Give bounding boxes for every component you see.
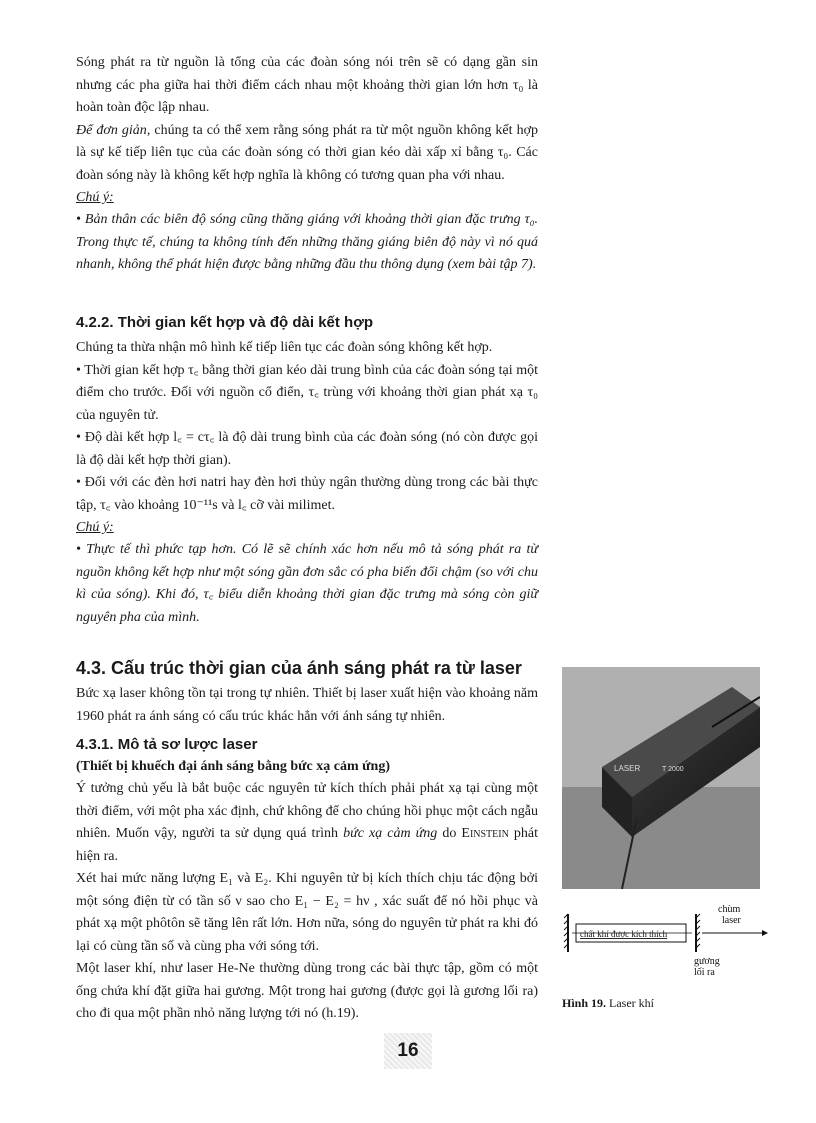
intro-block [76, 52, 538, 277]
note-2-text: • Thực tế thì phức tạp hơn. Có lẽ sẽ chính xác hơn nếu mô tả sóng phát ra từ nguồn không kết hợp như một sóng gần đơn sắc có pha biến đổi chậm (so với chu kì của sóng). Khi đó, τ꜀ biểu diễn khoảng thời gian đặc trưng mà sóng còn giữ nguyên pha của mình. [76, 542, 538, 625]
laser-diagram [562, 900, 792, 988]
laser-photo [562, 667, 760, 889]
section-4-2-2-paragraph-4: • Đối với các đèn hơi natri hay đèn hơi thủy ngân thường dùng trong các bài thực tập, τ꜀ vào khoảng 10⁻¹¹s và l꜀ cỡ vài milimet. [76, 475, 538, 513]
note-2-label: Chú ý: [76, 520, 114, 535]
intro-lead: Để đơn giản [76, 122, 147, 138]
section-4-3-1-paragraph-2: Xét hai mức năng lượng E₁ và E₂. Khi nguyên tử bị kích thích chịu tác động bởi một sóng điện từ có tần số ν sao cho E₁ − E₂ = hν , xác suất để nó hồi phục và phát xạ một phôtôn sẽ tăng lên rất lớn. Hơn nữa, sóng do nguyên tử phát ra khi đó lại có cùng tần số và cùng pha với sóng tới. [76, 871, 538, 954]
caption-text: Laser khí [606, 996, 654, 1010]
stimulated-emission-term: bức xạ cảm ứng [343, 826, 438, 841]
section-4-3-1-subtitle: (Thiết bị khuếch đại ánh sáng bằng bức xạ cảm ứng) [76, 759, 390, 774]
section-4-2-2-title: 4.2.2. Thời gian kết hợp và độ dài kết hợp [76, 314, 374, 331]
intro-paragraph-2 [76, 120, 538, 188]
mirror-label-2: lối ra [694, 967, 715, 978]
intro-paragraph-1: Sóng phát ra từ nguồn là tổng của các đoàn sóng nói trên sẽ có dạng gần sin nhưng các pha giữa hai thời điểm cách nhau một khoảng thời gian lớn hơn τ₀ là hoàn toàn độc lập nhau. [76, 55, 538, 115]
paragraph-text: Ý tưởng chủ yếu là bắt buộc các nguyên tử kích thích phải phát xạ tại cùng một thời điểm, với một pha xác định, chứ không để cho chúng hồi phục một cách ngẫu nhiên. Muốn vậy, người ta sử dụng quá trình [76, 781, 538, 841]
section-4-3-title: 4.3. Cấu trúc thời gian của ánh sáng phát ra từ laser [76, 658, 522, 678]
section-4-2-2 [76, 312, 538, 629]
section-4-3-1-paragraph-1 [76, 778, 538, 868]
section-4-3 [76, 655, 538, 1026]
section-4-3-paragraph-1: Bức xạ laser không tồn tại trong tự nhiên. Thiết bị laser xuất hiện vào khoảng năm 1960 phát ra ánh sáng có cấu trúc khác hẳn với ánh sáng tự nhiên. [76, 686, 538, 724]
section-4-2-2-paragraph-2: • Thời gian kết hợp τ꜀ bằng thời gian kéo dài trung bình của các đoàn sóng tại một điểm cho trước. Đối với nguồn cổ điển, τ꜀ trùng với khoảng thời gian phát xạ τ₀ của nguyên tử. [76, 362, 538, 423]
caption-number: Hình 19. [562, 996, 607, 1010]
beam-arrow-icon [762, 930, 768, 936]
device-label: LASER [614, 764, 641, 773]
section-4-2-2-paragraph-1: Chúng ta thừa nhận mô hình kế tiếp liên tục các đoàn sóng không kết hợp. [76, 340, 493, 355]
figure-caption [562, 996, 654, 1011]
einstein-name: Einstein [461, 826, 509, 841]
beam-label-1: chùm [718, 904, 741, 915]
section-4-3-1-paragraph-3: Một laser khí, như laser He-Ne thường dùng trong các bài thực tập, gồm có một ống chứa khí đặt giữa hai gương. Một trong hai gương (được gọi là gương lối ra) cho đi qua một phần nhỏ năng lượng tới nó (h.19). [76, 961, 538, 1021]
tube-label: chất khí được kích thích [580, 929, 668, 939]
note-1-text: • Bản thân các biên độ sóng cũng thăng giáng với khoảng thời gian đặc trưng τ₀. Trong thực tế, chúng ta không tính đến những thăng giáng biên độ này vì nó quá nhanh, không thể phát hiện được bằng những đầu thu thông dụng (xem bài tập 7). [76, 212, 538, 272]
laser-device-image [562, 667, 760, 889]
section-4-2-2-paragraph-3: • Độ dài kết hợp l꜀ = cτ꜀ là độ dài trung bình của các đoàn sóng (nó còn được gọi là độ dài kết hợp thời gian). [76, 430, 538, 468]
device-model: T 2000 [662, 766, 684, 773]
paragraph-text: do [437, 826, 462, 841]
section-4-3-1-title: 4.3.1. Mô tả sơ lược laser [76, 736, 258, 753]
note-1-label: Chú ý: [76, 190, 114, 205]
intro-paragraph-2-text: , chúng ta có thể xem rằng sóng phát ra từ một nguồn không kết hợp là sự kế tiếp liên tục của các đoàn sóng có thời gian kéo dài xấp xỉ bằng τ₀. Các đoàn sóng này là không kết hợp nghĩa là không có tương quan pha với nhau. [76, 122, 539, 183]
beam-label-2: laser [722, 915, 741, 926]
mirror-label-1: gương [694, 956, 720, 967]
laser-figure [562, 667, 774, 889]
paragraph-text: phát hiện ra. [76, 826, 538, 864]
page-number: 16 [384, 1033, 432, 1069]
